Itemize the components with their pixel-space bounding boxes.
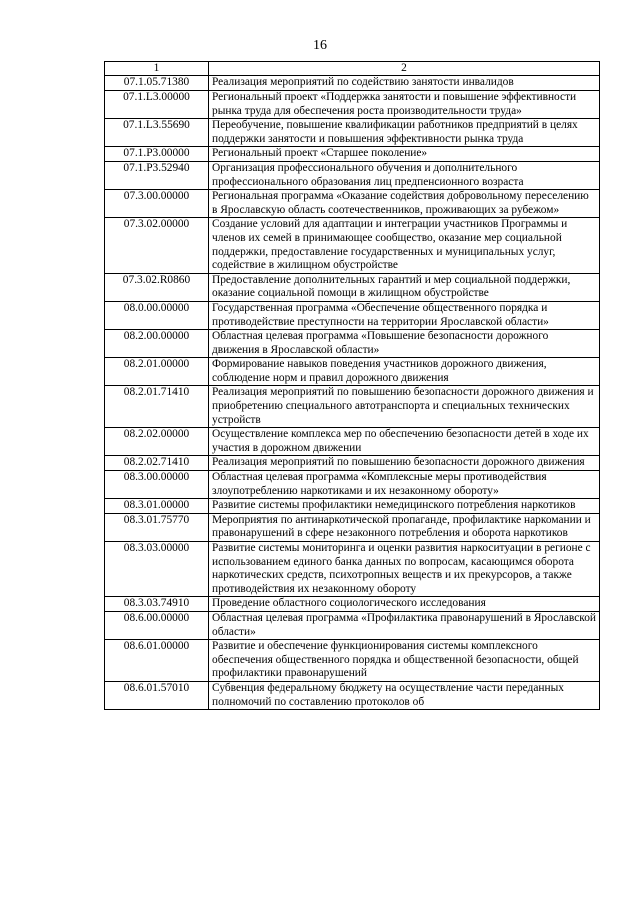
row-name: Региональная программа «Оказание содействия добровольному переселению в Ярославскую область соотечественников, проживающих за рубежом» (209, 190, 600, 218)
table-row (105, 471, 600, 499)
row-code: 08.6.01.57010 (105, 681, 209, 709)
table-row (105, 499, 600, 514)
row-code: 08.3.01.75770 (105, 513, 209, 541)
row-name: Реализация мероприятий по повышению безопасности дорожного движения и приобретению специального автотранспорта и специальных технических устройств (209, 386, 600, 428)
row-code: 07.1.P3.00000 (105, 147, 209, 162)
column-header-name: 2 (209, 62, 600, 76)
row-code: 08.3.00.00000 (105, 471, 209, 499)
row-code: 07.3.02.00000 (105, 218, 209, 273)
table-row (105, 640, 600, 682)
row-name: Формирование навыков поведения участников дорожного движения, соблюдение норм и правил дорожного движения (209, 358, 600, 386)
row-code: 07.1.L3.00000 (105, 91, 209, 119)
table-row (105, 542, 600, 597)
row-name: Развитие и обеспечение функционирования системы комплексного обеспечения общественного порядка и общественной безопасности, общей профилактики правонарушений (209, 640, 600, 682)
row-name: Переобучение, повышение квалификации работников предприятий в целях поддержки занятости и повышения эффективности рынка труда (209, 119, 600, 147)
row-code: 07.3.02.R0860 (105, 273, 209, 301)
row-name: Областная целевая программа «Комплексные меры противодействия злоупотреблению наркотиками и их незаконному обороту» (209, 471, 600, 499)
table-header-row (105, 62, 600, 76)
row-name: Областная целевая программа «Профилактика правонарушений в Ярославской области» (209, 611, 600, 639)
table-row (105, 147, 600, 162)
table-row (105, 358, 600, 386)
row-name: Развитие системы мониторинга и оценки развития наркоситуации в регионе с использованием единого банка данных по вопросам, касающимся оборота наркотических средств, психотропных веществ и их прекурсоров, а также противодействия их незаконному обороту (209, 542, 600, 597)
page-number: 16 (313, 38, 327, 53)
row-name: Предоставление дополнительных гарантий и мер социальной поддержки, оказание социальной помощи в жилищном обустройстве (209, 273, 600, 301)
row-code: 08.2.02.71410 (105, 456, 209, 471)
table-row (105, 301, 600, 329)
row-name: Создание условий для адаптации и интеграции участников Программы и членов их семей в принимающее сообщество, оказание мер социальной поддержки, предоставление государственных и муниципальных услуг, содействие в жилищном обустройстве (209, 218, 600, 273)
row-code: 07.1.P3.52940 (105, 161, 209, 189)
table-row (105, 597, 600, 612)
table-row (105, 611, 600, 639)
row-code: 08.6.00.00000 (105, 611, 209, 639)
row-name: Развитие системы профилактики немедицинского потребления наркотиков (209, 499, 600, 514)
table-row (105, 386, 600, 428)
row-code: 07.1.05.71380 (105, 76, 209, 91)
table-row (105, 330, 600, 358)
table-row (105, 428, 600, 456)
row-code: 08.3.01.00000 (105, 499, 209, 514)
row-code: 08.0.00.00000 (105, 301, 209, 329)
row-name: Реализация мероприятий по содействию занятости инвалидов (209, 76, 600, 91)
table-row (105, 681, 600, 709)
row-code: 07.1.L3.55690 (105, 119, 209, 147)
table-row (105, 161, 600, 189)
table-row (105, 456, 600, 471)
row-name: Государственная программа «Обеспечение общественного порядка и противодействие преступности на территории Ярославской области» (209, 301, 600, 329)
table-row (105, 119, 600, 147)
row-name: Региональный проект «Старшее поколение» (209, 147, 600, 162)
row-name: Организация профессионального обучения и дополнительного профессионального образования лиц предпенсионного возраста (209, 161, 600, 189)
row-name: Осуществление комплекса мер по обеспечению безопасности детей в ходе их участия в дорожном движении (209, 428, 600, 456)
table-row (105, 218, 600, 273)
budget-classification-table (104, 61, 600, 710)
row-code: 08.3.03.00000 (105, 542, 209, 597)
table-row (105, 76, 600, 91)
row-name: Реализация мероприятий по повышению безопасности дорожного движения (209, 456, 600, 471)
row-code: 08.6.01.00000 (105, 640, 209, 682)
column-header-code: 1 (105, 62, 209, 76)
table-row (105, 91, 600, 119)
table-row (105, 190, 600, 218)
table-row (105, 273, 600, 301)
row-code: 08.2.01.71410 (105, 386, 209, 428)
table-row (105, 513, 600, 541)
row-code: 08.3.03.74910 (105, 597, 209, 612)
row-code: 07.3.00.00000 (105, 190, 209, 218)
row-code: 08.2.01.00000 (105, 358, 209, 386)
row-code: 08.2.02.00000 (105, 428, 209, 456)
row-code: 08.2.00.00000 (105, 330, 209, 358)
row-name: Субвенция федеральному бюджету на осуществление части переданных полномочий по составлению протоколов об (209, 681, 600, 709)
row-name: Региональный проект «Поддержка занятости и повышение эффективности рынка труда для обеспечения роста производительности труда» (209, 91, 600, 119)
row-name: Мероприятия по антинаркотической пропаганде, профилактике наркомании и правонарушений в сфере незаконного потребления и оборота наркотиков (209, 513, 600, 541)
row-name: Проведение областного социологического исследования (209, 597, 600, 612)
row-name: Областная целевая программа «Повышение безопасности дорожного движения в Ярославской области» (209, 330, 600, 358)
